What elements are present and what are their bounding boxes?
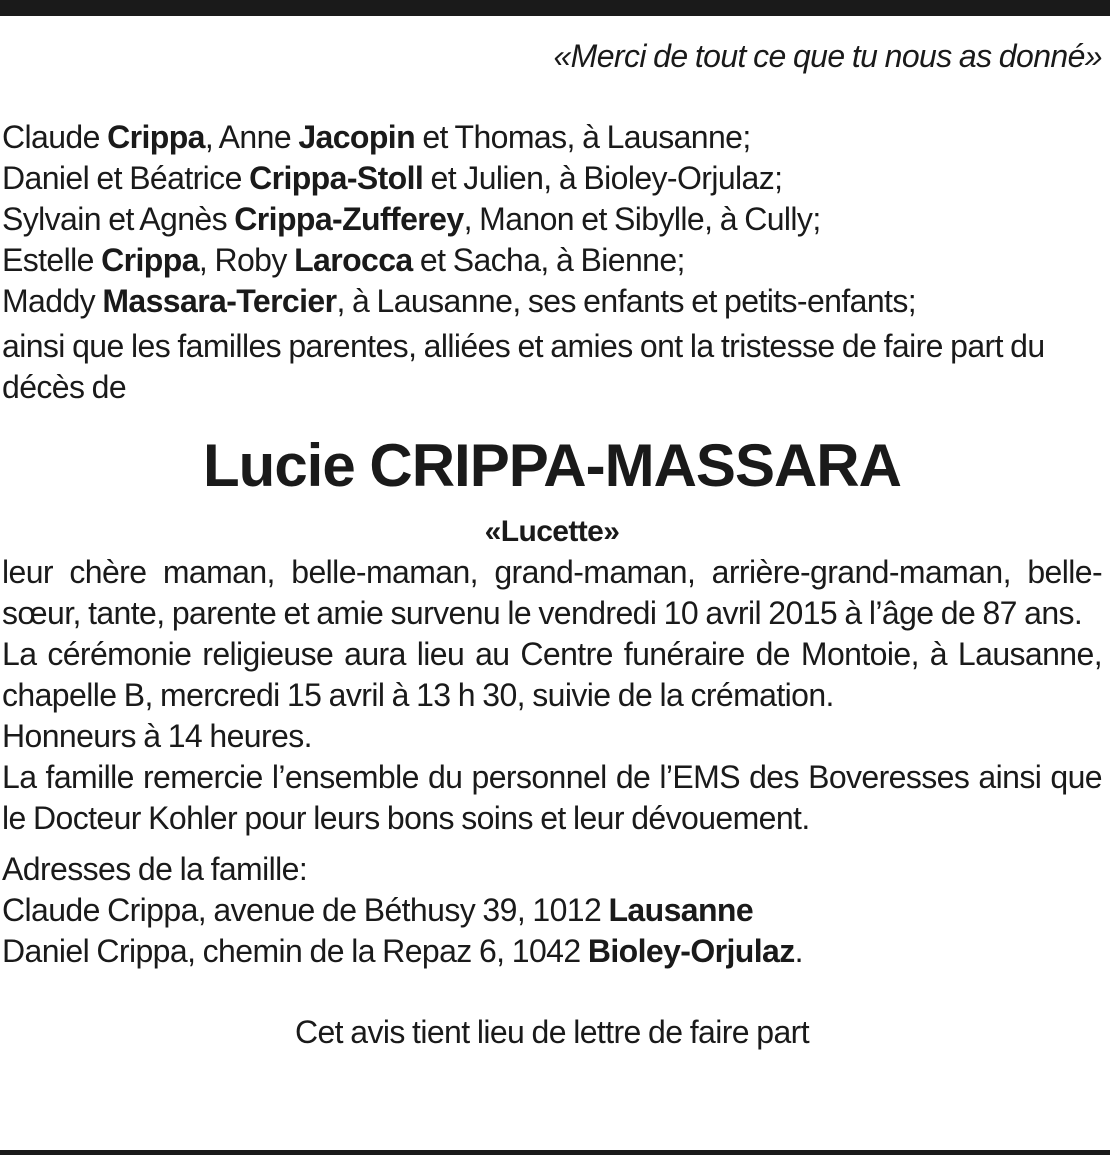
deceased-nickname: «Lucette»: [484, 515, 620, 548]
family-surname: Crippa-Zufferey: [234, 201, 464, 237]
family-line: [2, 281, 1102, 322]
family-text: Daniel et Béatrice: [2, 160, 250, 196]
family-text: Claude: [2, 119, 108, 155]
epigraph: «Merci de tout ce que tu nous as donné»: [553, 38, 1102, 74]
honours-text: Honneurs à 14 heures.: [2, 718, 312, 754]
family-line: [2, 158, 1102, 199]
address-line: [2, 890, 1102, 931]
family-line: [2, 117, 1102, 158]
address-text: Claude Crippa, avenue de Béthusy 39, 1012: [2, 892, 609, 928]
family-list: [2, 117, 1102, 322]
address-city: Bioley-Orjulaz: [587, 933, 795, 969]
addresses-block: [2, 849, 1102, 972]
family-surname: Crippa: [101, 242, 199, 278]
family-text: , Manon et Sibylle, à Cully;: [463, 201, 821, 237]
address-line: [2, 931, 1102, 972]
address-text: Daniel Crippa, chemin de la Repaz 6, 1042: [2, 933, 588, 969]
deceased-name: Lucie CRIPPA-MASSARA: [203, 432, 901, 499]
address-end: .: [794, 933, 803, 969]
family-line: [2, 240, 1102, 281]
family-text: Maddy: [2, 283, 103, 319]
ceremony-text: La cérémonie religieuse aura lieu au Centre funéraire de Montoie, à Lausanne, chapelle B, mercredi 15 avril à 13 h 30, suivie de la crémation.: [2, 636, 1102, 713]
top-border-rule: [0, 0, 1110, 16]
family-text: et Sacha, à Bienne;: [412, 242, 685, 278]
announcement-text: ainsi que les familles parentes, alliées et amies ont la tristesse de faire part du décès de: [2, 328, 1045, 405]
family-surname: Larocca: [294, 242, 413, 278]
address-city: Lausanne: [608, 892, 754, 928]
thanks-text: La famille remercie l’ensemble du personnel de l’EMS des Boveresses ainsi que le Docteur Kohler pour leurs bons soins et leur dévouement.: [2, 759, 1102, 836]
family-text: , Anne: [204, 119, 299, 155]
closing-note: Cet avis tient lieu de lettre de faire part: [294, 1014, 810, 1050]
family-text: Sylvain et Agnès: [2, 201, 235, 237]
family-surname: Jacopin: [298, 119, 416, 155]
description-text: leur chère maman, belle-maman, grand-maman, arrière-grand-maman, belle-sœur, tante, parente et amie survenu le vendredi 10 avril 2015 à l’âge de 87 ans.: [2, 554, 1102, 631]
family-surname: Crippa-Stoll: [249, 160, 424, 196]
obituary-notice: [2, 36, 1102, 1085]
family-surname: Massara-Tercier: [102, 283, 337, 319]
family-text: , Roby: [198, 242, 295, 278]
bottom-border-rule: [0, 1150, 1110, 1155]
family-text: Estelle: [2, 242, 102, 278]
addresses-heading: Adresses de la famille:: [2, 851, 308, 887]
family-text: et Thomas, à Lausanne;: [415, 119, 751, 155]
family-line: [2, 199, 1102, 240]
family-text: , à Lausanne, ses enfants et petits-enfants;: [336, 283, 917, 319]
family-surname: Crippa: [107, 119, 205, 155]
family-text: et Julien, à Bioley-Orjulaz;: [423, 160, 783, 196]
